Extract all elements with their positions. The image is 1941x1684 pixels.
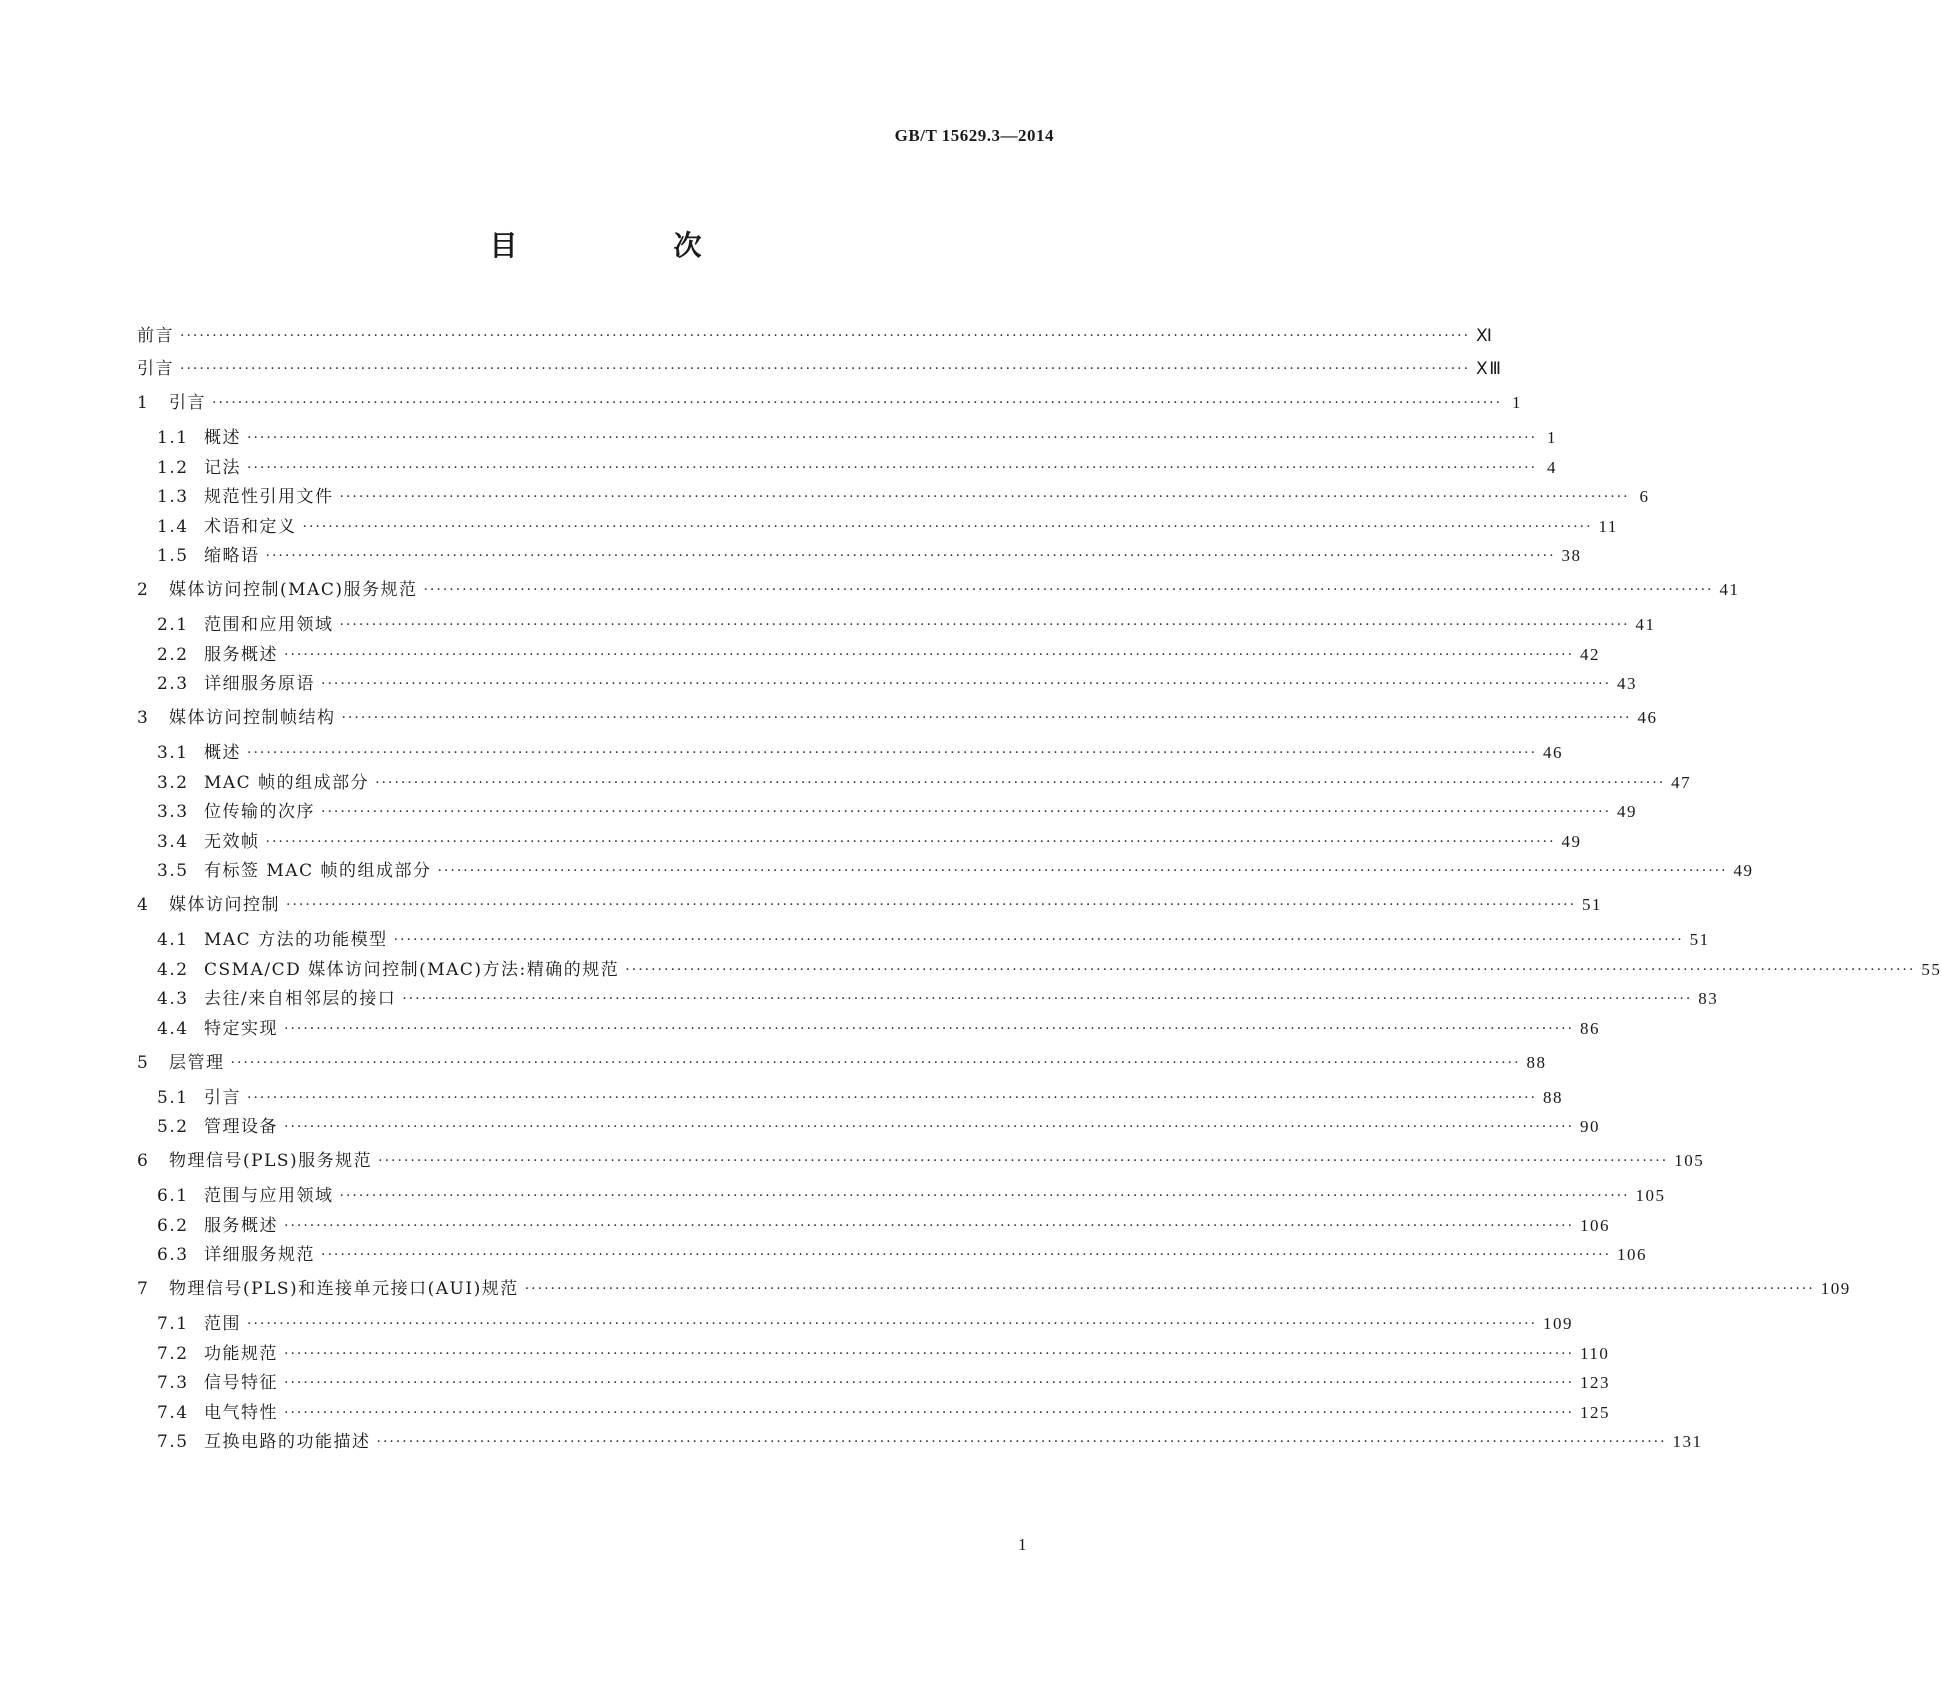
toc-entry-page: 42 — [1580, 644, 1601, 664]
toc-subentry[interactable] — [137, 514, 1618, 540]
toc-entry-number: 5.1 — [157, 1087, 189, 1108]
toc-entry-title: 概述 — [204, 743, 241, 763]
toc-entry-title: 服务概述 — [204, 644, 278, 665]
toc-entry-title: 规范性引用文件 — [204, 487, 334, 507]
toc-entry-title: 媒体访问控制帧结构 — [169, 708, 336, 728]
toc-entry-page: 123 — [1580, 1373, 1611, 1392]
toc-entry-title: 无效帧 — [204, 831, 260, 852]
toc-entry-title: 缩略语 — [204, 546, 260, 566]
toc-entry-number: 3.3 — [157, 802, 189, 822]
toc-leader-dots: ········································································································································································································ — [375, 774, 1666, 791]
toc-entry-title: 术语和定义 — [204, 516, 297, 537]
toc-entry-page: 105 — [1635, 1186, 1666, 1205]
toc-entry-page: ⅩⅢ — [1476, 359, 1503, 378]
toc-entry-number: 1.3 — [157, 487, 189, 507]
toc-entry-page: 49 — [1733, 861, 1754, 880]
standard-code: GB/T 15629.3—2014 — [894, 126, 1054, 145]
toc-entry-number: 3.2 — [157, 772, 189, 793]
toc-leader-dots: ········································································································································································································ — [284, 1404, 1575, 1421]
toc-entry-title: CSMA/CD 媒体访问控制(MAC)方法:精确的规范 — [204, 959, 620, 980]
toc-entry-page: 106 — [1617, 1245, 1648, 1264]
toc-entry-page: 51 — [1582, 895, 1603, 914]
toc-entry-page: 1 — [1512, 393, 1523, 412]
toc-entry-page: 55 — [1921, 959, 1941, 979]
toc-leader-dots: ········································································································································································································ — [247, 745, 1538, 761]
toc-entry-page: 51 — [1689, 930, 1710, 949]
toc-entry-title: 引言 — [204, 1087, 241, 1108]
toc-entry-number: 1.1 — [157, 428, 189, 448]
toc-leader-dots: ········································································································································································································ — [341, 710, 1632, 726]
toc-subentry[interactable] — [137, 484, 1650, 510]
toc-entry-page: 46 — [1543, 743, 1564, 762]
toc-entry-page: 109 — [1820, 1279, 1851, 1298]
toc-entry-title: 特定实现 — [204, 1018, 278, 1039]
toc-leader-dots: ········································································································································································································ — [321, 1247, 1612, 1263]
toc-leader-dots: ········································································································································································································ — [265, 833, 1556, 850]
toc-leader-dots: ········································································································································································································ — [247, 459, 1538, 476]
toc-leader-dots: ········································································································································································································ — [247, 1316, 1538, 1332]
toc-entry-number: 2.3 — [157, 674, 189, 694]
toc-entry-number: 7.1 — [157, 1314, 189, 1334]
toc-entry-page: 90 — [1580, 1117, 1601, 1136]
toc-leader-dots: ········································································································································································································ — [284, 646, 1575, 663]
toc-entry[interactable] — [137, 577, 1740, 603]
toc-entry[interactable] — [137, 1050, 1547, 1076]
toc-entry-number: 6.3 — [157, 1245, 189, 1265]
toc-entry[interactable] — [137, 705, 1658, 731]
toc-entry-number: 7.5 — [157, 1432, 189, 1452]
toc-leader-dots: ········································································································································································································ — [284, 1345, 1575, 1362]
toc-subentry[interactable] — [137, 799, 1638, 825]
toc-subentry[interactable] — [137, 1085, 1564, 1111]
toc-subentry[interactable] — [137, 858, 1754, 884]
toc-entry[interactable] — [137, 323, 1494, 349]
toc-subentry[interactable] — [137, 671, 1638, 697]
toc-leader-dots: ········································································································································································································ — [247, 430, 1538, 446]
toc-leader-dots: ········································································································································································································ — [286, 897, 1577, 913]
toc-entry-title: 功能规范 — [204, 1343, 278, 1364]
toc-leader-dots: ········································································································································································································ — [339, 617, 1630, 633]
toc-leader-dots: ········································································································································································································ — [180, 361, 1471, 377]
toc-entry-number: 1.2 — [157, 457, 189, 478]
toc-subentry[interactable] — [137, 425, 1558, 451]
toc-entry-title: 电气特性 — [204, 1402, 278, 1423]
toc-leader-dots: ········································································································································································································ — [625, 961, 1916, 978]
toc-subentry[interactable] — [137, 927, 1710, 953]
toc-entry-page: 88 — [1543, 1087, 1564, 1107]
toc-entry-number: 3.5 — [157, 861, 189, 881]
toc-entry[interactable] — [137, 1148, 1705, 1174]
toc-subentry[interactable] — [137, 1242, 1648, 1268]
toc-subentry[interactable] — [137, 1400, 1611, 1426]
toc-subentry[interactable] — [137, 543, 1582, 569]
toc-leader-dots: ········································································································································································································ — [339, 489, 1630, 505]
toc-entry-page: 86 — [1580, 1018, 1601, 1038]
toc-entry-page: 106 — [1580, 1215, 1611, 1235]
toc-leader-dots: ········································································································································································································ — [302, 518, 1593, 535]
toc-entry-page: 49 — [1617, 802, 1638, 821]
page-title: 目 次 — [489, 229, 766, 262]
toc-subentry[interactable] — [137, 957, 1941, 983]
toc-entry-number: 1 — [137, 393, 150, 413]
toc-entry-page: 11 — [1598, 516, 1618, 536]
toc-entry-number: 2.2 — [157, 644, 189, 665]
toc-subentry[interactable] — [137, 740, 1564, 766]
toc-entry-number: 1.4 — [157, 516, 189, 537]
toc-entry-title: 互换电路的功能描述 — [204, 1432, 371, 1452]
toc-entry-page: 88 — [1526, 1052, 1547, 1072]
toc-leader-dots: ········································································································································································································ — [376, 1434, 1667, 1450]
toc-entry-page: 125 — [1580, 1402, 1611, 1422]
toc-leader-dots: ········································································································································································································ — [423, 582, 1714, 598]
toc-entry-title: 管理设备 — [204, 1117, 278, 1137]
toc-entry-title: 位传输的次序 — [204, 802, 315, 822]
toc-subentry[interactable] — [137, 1016, 1601, 1042]
toc-entry-title: 媒体访问控制(MAC)服务规范 — [169, 580, 418, 600]
toc-entry-number: 4.2 — [157, 959, 189, 980]
toc-entry-page: 105 — [1674, 1151, 1705, 1170]
toc-leader-dots: ········································································································································································································ — [321, 804, 1612, 820]
toc-entry-number: 5.2 — [157, 1117, 189, 1137]
toc-entry-title: 记法 — [204, 457, 241, 478]
toc-subentry[interactable] — [137, 829, 1582, 855]
toc-entry-title: 范围与应用领域 — [204, 1186, 334, 1206]
page-number: 1 — [1018, 1535, 1027, 1554]
toc-entry-number: 7 — [137, 1279, 150, 1299]
toc-entry-number: 4.4 — [157, 1018, 189, 1039]
toc-entry[interactable] — [137, 892, 1603, 918]
toc-entry-number: 5 — [137, 1052, 150, 1073]
toc-entry-number: 7.2 — [157, 1343, 189, 1364]
toc-entry-title: 引言 — [137, 359, 174, 379]
toc-subentry[interactable] — [137, 986, 1719, 1012]
toc-entry-title: 范围和应用领域 — [204, 615, 334, 635]
toc-entry-page: 1 — [1547, 428, 1558, 447]
toc-entry[interactable] — [137, 390, 1523, 416]
toc-leader-dots: ········································································································································································································ — [212, 395, 1503, 411]
toc-entry-number: 4 — [137, 895, 150, 915]
toc-entry[interactable] — [137, 356, 1503, 382]
toc-entry-number: 6 — [137, 1151, 150, 1171]
toc-leader-dots: ········································································································································································································ — [402, 991, 1693, 1007]
toc-entry-page: 41 — [1719, 580, 1740, 599]
toc-entry-title: MAC 帧的组成部分 — [204, 772, 370, 793]
toc-entry-number: 7.3 — [157, 1373, 189, 1393]
toc-entry-page: 41 — [1635, 615, 1656, 634]
toc-entry-title: 信号特征 — [204, 1373, 278, 1393]
toc-leader-dots: ········································································································································································································ — [393, 932, 1684, 948]
toc-leader-dots: ········································································································································································································ — [180, 328, 1471, 344]
toc-entry-number: 3 — [137, 708, 150, 728]
toc-entry-title: 物理信号(PLS)和连接单元接口(AUI)规范 — [169, 1279, 519, 1299]
toc-entry-title: 前言 — [137, 326, 174, 346]
toc-entry-page: Ⅺ — [1476, 326, 1494, 345]
toc-entry-page: 110 — [1580, 1343, 1610, 1363]
toc-entry-page: 83 — [1698, 989, 1719, 1008]
toc-entry-number: 7.4 — [157, 1402, 189, 1423]
toc-entry-title: 引言 — [169, 393, 206, 413]
toc-entry-title: 概述 — [204, 428, 241, 448]
toc-leader-dots: ········································································································································································································ — [437, 863, 1728, 879]
toc-subentry[interactable] — [137, 1341, 1610, 1367]
toc-entry-page: 38 — [1561, 546, 1582, 565]
toc-entry-title: 有标签 MAC 帧的组成部分 — [204, 861, 432, 881]
toc-entry-page: 47 — [1671, 772, 1692, 792]
toc-entry-number: 6.2 — [157, 1215, 189, 1236]
toc-leader-dots: ········································································································································································································ — [284, 1217, 1575, 1234]
toc-entry-number: 2 — [137, 580, 150, 600]
toc-entry-page: 131 — [1672, 1432, 1703, 1451]
toc-entry-page: 109 — [1543, 1314, 1574, 1333]
toc-entry-page: 4 — [1547, 457, 1558, 477]
toc-entry-page: 43 — [1617, 674, 1638, 693]
toc-leader-dots: ········································································································································································································ — [284, 1119, 1575, 1135]
toc-entry-number: 3.1 — [157, 743, 189, 763]
toc-leader-dots: ········································································································································································································ — [378, 1153, 1669, 1169]
toc-entry-number: 4.3 — [157, 989, 189, 1009]
toc-subentry[interactable] — [137, 1370, 1611, 1396]
toc-entry-page: 46 — [1637, 708, 1658, 727]
toc-leader-dots: ········································································································································································································ — [284, 1375, 1575, 1391]
toc-entry-title: 物理信号(PLS)服务规范 — [169, 1151, 373, 1171]
toc-leader-dots: ········································································································································································································ — [524, 1281, 1815, 1297]
toc-leader-dots: ········································································································································································································ — [321, 676, 1612, 692]
toc-entry-title: 去往/来自相邻层的接口 — [204, 989, 397, 1009]
toc-entry-title: 媒体访问控制 — [169, 895, 280, 915]
toc-leader-dots: ········································································································································································································ — [284, 1020, 1575, 1037]
toc-entry-title: 详细服务规范 — [204, 1245, 315, 1265]
toc-entry-title: 范围 — [204, 1314, 241, 1334]
toc-subentry[interactable] — [137, 770, 1692, 796]
toc-subentry[interactable] — [137, 1429, 1703, 1455]
toc-entry-title: 层管理 — [169, 1052, 225, 1073]
toc-subentry[interactable] — [137, 1183, 1666, 1209]
toc-subentry[interactable] — [137, 1213, 1611, 1239]
toc-entry-title: 服务概述 — [204, 1215, 278, 1236]
toc-entry-number: 6.1 — [157, 1186, 189, 1206]
toc-entry-number: 1.5 — [157, 546, 189, 566]
toc-leader-dots: ········································································································································································································ — [265, 548, 1556, 564]
toc-entry-page: 49 — [1561, 831, 1582, 851]
toc-subentry[interactable] — [137, 1114, 1601, 1140]
toc-subentry[interactable] — [137, 455, 1558, 481]
toc-leader-dots: ········································································································································································································ — [230, 1054, 1521, 1071]
toc-subentry[interactable] — [137, 1311, 1574, 1337]
toc-leader-dots: ········································································································································································································ — [339, 1188, 1630, 1204]
toc-entry[interactable] — [137, 1276, 1851, 1302]
toc-subentry[interactable] — [137, 642, 1601, 668]
toc-entry-page: 6 — [1639, 487, 1650, 506]
toc-entry-number: 4.1 — [157, 930, 189, 950]
toc-entry-number: 2.1 — [157, 615, 189, 635]
toc-entry-title: MAC 方法的功能模型 — [204, 930, 388, 950]
toc-subentry[interactable] — [137, 612, 1656, 638]
toc-entry-title: 详细服务原语 — [204, 674, 315, 694]
toc-leader-dots: ········································································································································································································ — [247, 1089, 1538, 1106]
toc-entry-number: 3.4 — [157, 831, 189, 852]
